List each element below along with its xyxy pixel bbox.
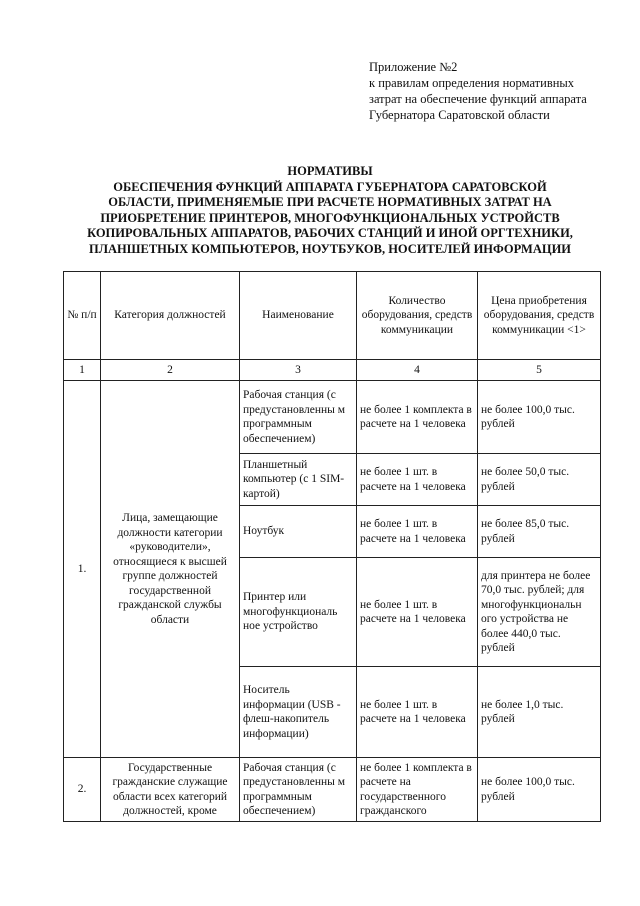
title-line: КОПИРОВАЛЬНЫХ АППАРАТОВ, РАБОЧИХ СТАНЦИЙ И ИНОЙ ОРГТЕХНИКИ, [87, 226, 573, 240]
item-quantity: не более 1 шт. в расчете на 1 человека [357, 454, 478, 506]
item-quantity: не более 1 шт. в расчете на 1 человека [357, 506, 478, 558]
row-number: 2. [64, 758, 101, 822]
item-quantity: не более 1 комплекта в расчете на государственного гражданского [357, 758, 478, 822]
title-line: ПЛАНШЕТНЫХ КОМПЬЮТЕРОВ, НОУТБУКОВ, НОСИТЕЛЕЙ ИНФОРМАЦИИ [88, 241, 572, 256]
row-number: 1. [64, 381, 101, 758]
item-quantity: не более 1 шт. в расчете на 1 человека [357, 667, 478, 758]
category-cell: Государственные гражданские служащие области всех категорий должностей, кроме [101, 758, 240, 822]
header-cell-number: № п/п [64, 272, 101, 360]
item-name: Рабочая станция (с предустановленны м программным обеспечением) [240, 758, 357, 822]
column-number: 3 [240, 360, 357, 381]
header-cell-quantity: Количество оборудования, средств коммуникации [357, 272, 478, 360]
title-line: ОБЛАСТИ, ПРИМЕНЯЕМЫЕ ПРИ РАСЧЕТЕ НОРМАТИВНЫХ ЗАТРАТ НА [108, 195, 552, 209]
title-line: ОБЕСПЕЧЕНИЯ ФУНКЦИЙ АППАРАТА ГУБЕРНАТОРА САРАТОВСКОЙ [113, 179, 547, 194]
item-name: Рабочая станция (с предустановленны м программным обеспечением) [240, 381, 357, 454]
column-number: 1 [64, 360, 101, 381]
item-price: не более 1,0 тыс. рублей [478, 667, 601, 758]
norms-table [63, 271, 601, 822]
item-quantity: не более 1 комплекта в расчете на 1 человека [357, 381, 478, 454]
category-cell: Лица, замещающие должности категории «руководители», относящиеся к высшей группе должностей государственной гражданской службы области [101, 381, 240, 758]
appendix-block [369, 59, 619, 123]
item-name: Принтер или многофункциональ ное устройство [240, 558, 357, 667]
column-numbers-row [64, 360, 601, 381]
item-price: для принтера не более 70,0 тыс. рублей; для многофункциональн ого устройства не более 440,0 тыс. рублей [478, 558, 601, 667]
appendix-line: Губернатора Саратовской области [369, 108, 550, 122]
item-quantity: не более 1 шт. в расчете на 1 человека [357, 558, 478, 667]
document-title [40, 164, 620, 257]
table-row [64, 758, 601, 822]
table-header-row [64, 272, 601, 360]
column-number: 4 [357, 360, 478, 381]
column-number: 2 [101, 360, 240, 381]
title-line: ПРИОБРЕТЕНИЕ ПРИНТЕРОВ, МНОГОФУНКЦИОНАЛЬНЫХ УСТРОЙСТВ [100, 210, 560, 225]
header-cell-category: Категория должностей [101, 272, 240, 360]
item-price: не более 50,0 тыс. рублей [478, 454, 601, 506]
column-number: 5 [478, 360, 601, 381]
item-name: Планшетный компьютер (с 1 SIM-картой) [240, 454, 357, 506]
header-cell-price: Цена приобретения оборудования, средств коммуникации <1> [478, 272, 601, 360]
table-row [64, 381, 601, 454]
item-name: Ноутбук [240, 506, 357, 558]
header-cell-name: Наименование [240, 272, 357, 360]
title-line: НОРМАТИВЫ [287, 164, 373, 178]
item-name: Носитель информации (USB - флеш-накопитель информации) [240, 667, 357, 758]
appendix-line: к правилам определения нормативных [369, 76, 575, 90]
appendix-line: затрат на обеспечение функций аппарата [369, 92, 587, 106]
item-price: не более 100,0 тыс. рублей [478, 381, 601, 454]
item-price: не более 85,0 тыс. рублей [478, 506, 601, 558]
item-price: не более 100,0 тыс. рублей [478, 758, 601, 822]
appendix-line: Приложение №2 [369, 60, 458, 74]
